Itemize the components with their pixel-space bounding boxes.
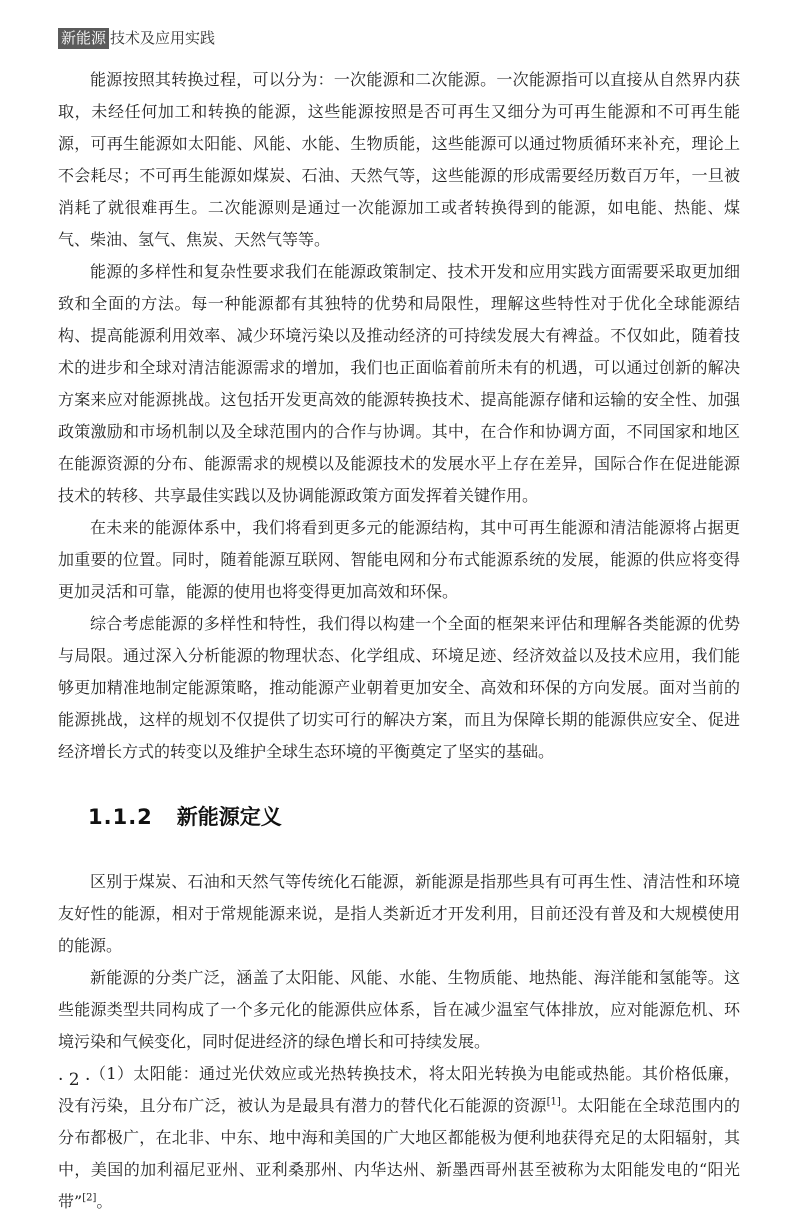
body-paragraph: 能源的多样性和复杂性要求我们在能源政策制定、技术开发和应用实践方面需要采取更加细致和全面的方法。每一种能源都有其独特的优势和局限性，理解这些特性对于优化全球能源结构、提高能源利用效率、减少环境污染以及推动经济的可持续发展大有裨益。不仅如此，随着技术的进步和全球对清洁能源需求的增加，我们也正面临着前所未有的机遇，可以通过创新的解决方案来应对能源挑战。这包括开发更高效的能源转换技术、提高能源存储和运输的安全性、加强政策激励和市场机制以及全球范围内的合作与协调。其中，在合作和协调方面，不同国家和地区在能源资源的分布、能源需求的规模以及能源技术的发展水平上存在差异，国际合作在促进能源技术的转移、共享最佳实践以及协调能源政策方面发挥着关键作用。	[58, 262, 740, 505]
running-header	[58, 28, 215, 49]
body-paragraph: 综合考虑能源的多样性和特性，我们得以构建一个全面的框架来评估和理解各类能源的优势与局限。通过深入分析能源的物理状态、化学组成、环境足迹、经济效益以及技术应用，我们能够更加精准地制定能源策略，推动能源产业朝着更加安全、高效和环保的方向发展。面对当前的能源挑战，这样的规划不仅提供了切实可行的解决方案，而且为保障长期的能源供应安全、促进经济增长方式的转变以及维护全球生态环境的平衡奠定了坚实的基础。	[58, 614, 740, 761]
body-paragraph: 能源按照其转换过程，可以分为：一次能源和二次能源。一次能源指可以直接从自然界内获取，未经任何加工和转换的能源，这些能源按照是否可再生又细分为可再生能源和不可再生能源，可再生能源如太阳能、风能、水能、生物质能，这些能源可以通过物质循环来补充，理论上不会耗尽；不可再生能源如煤炭、石油、天然气等，这些能源的形成需要经历数百万年，一旦被消耗了就很难再生。二次能源则是通过一次能源加工或者转换得到的能源，如电能、热能、煤气、柴油、氢气、焦炭、天然气等等。	[58, 70, 740, 249]
solar-paragraph	[58, 1058, 740, 1218]
citation-ref-1[interactable]: [1]	[546, 1096, 561, 1108]
solar-text-part2: 。太阳能在全球范围内的分布都极广，在北非、中东、地中海和美国的广大地区都能极为便利地获得充足的太阳辐射，其中，美国的加利福尼亚州、亚利桑那州、内华达州、新墨西哥州甚至被称为太阳能发电的“阳光带”	[58, 1096, 740, 1211]
section-title: 新能源定义	[176, 805, 282, 829]
body-paragraph: 新能源的分类广泛，涵盖了太阳能、风能、水能、生物质能、地热能、海洋能和氢能等。这些能源类型共同构成了一个多元化的能源供应体系，旨在减少温室气体排放，应对能源危机、环境污染和气候变化，同时促进经济的绿色增长和可持续发展。	[58, 968, 740, 1051]
section-heading	[88, 802, 740, 832]
header-book-title: 技术及应用实践	[110, 29, 216, 47]
section-number: 1.1.2	[88, 805, 153, 829]
header-book-tag: 新能源	[58, 28, 109, 49]
page-number: · 2 ·	[58, 1070, 91, 1090]
solar-text-part1: （1）太阳能：通过光伏效应或光热转换技术，将太阳光转换为电能或热能。其价格低廉，没有污染，且分布广泛，被认为是最具有潜力的替代化石能源的资源	[58, 1064, 740, 1115]
citation-ref-2[interactable]: [2]	[82, 1192, 97, 1204]
body-paragraph: 区别于煤炭、石油和天然气等传统化石能源，新能源是指那些具有可再生性、清洁性和环境友好性的能源，相对于常规能源来说，是指人类新近才开发利用，目前还没有普及和大规模使用的能源。	[58, 872, 740, 955]
solar-text-part3: 。	[96, 1192, 113, 1211]
body-paragraph: 在未来的能源体系中，我们将看到更多元的能源结构，其中可再生能源和清洁能源将占据更加重要的位置。同时，随着能源互联网、智能电网和分布式能源系统的发展，能源的供应将变得更加灵活和可靠，能源的使用也将变得更加高效和环保。	[58, 518, 740, 601]
page-body	[58, 64, 740, 1218]
